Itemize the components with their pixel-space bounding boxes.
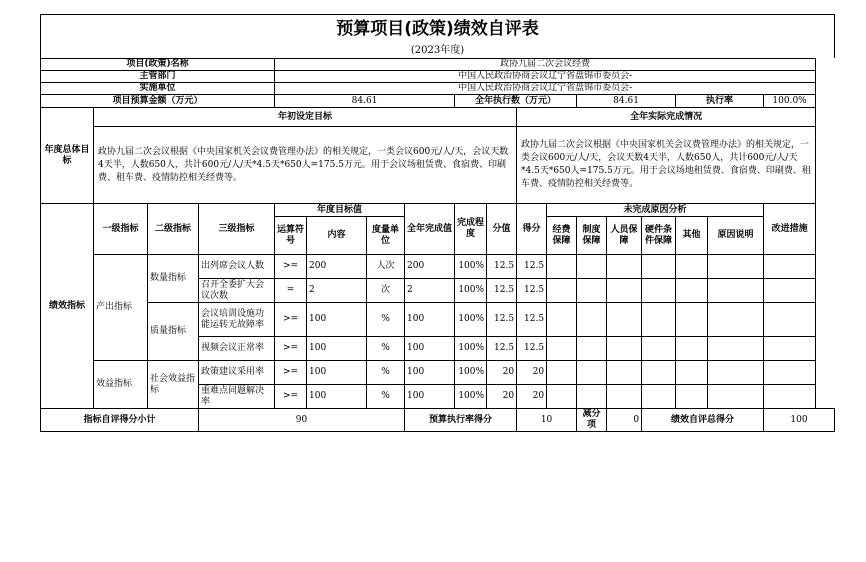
goal-set-text: 政协九届二次会议根据《中央国家机关会议费管理办法》的相关规定，一类会议600元/人/天，会议天数4天半，人数650人，共计600元/人/天*4.5天*650人=175.5万元。用于会议场租赁费、食宿费、印刷费、租车费、疫情防控相关经费等。	[94, 127, 517, 204]
content-cell: 100	[307, 385, 367, 409]
score-cell: 12.5	[487, 303, 517, 337]
budget-score-label: 预算执行率得分	[405, 409, 517, 432]
score-cell: 12.5	[487, 279, 517, 303]
total-label: 绩效自评总得分	[642, 409, 764, 432]
reason-cell	[676, 361, 708, 385]
year-label: (2023年度)	[40, 43, 835, 58]
hdr-l3: 三级指标	[199, 204, 275, 255]
exec-value: 84.61	[577, 95, 676, 108]
score-cell: 20	[487, 385, 517, 409]
hdr-r6: 原因说明	[708, 217, 764, 255]
hdr-l1: 一级指标	[94, 204, 148, 255]
deduct-label: 减分项	[577, 409, 607, 432]
l2-quality: 质量指标	[148, 303, 199, 361]
unit-cell: %	[367, 385, 405, 409]
hdr-content: 内容	[307, 217, 367, 255]
hdr-target-group: 年度目标值	[275, 204, 405, 217]
unit-cell: %	[367, 337, 405, 361]
measure-cell	[764, 279, 816, 303]
goal-actual-header: 全年实际完成情况	[517, 108, 816, 127]
hdr-l2: 二级指标	[148, 204, 199, 255]
budget-value: 84.61	[275, 95, 455, 108]
l2-social: 社会效益指标	[148, 361, 199, 409]
project-name-value: 政协九届二次会议经费	[275, 59, 816, 71]
full-cell: 100	[405, 303, 455, 337]
reason-cell	[577, 361, 607, 385]
content-cell: 100	[307, 337, 367, 361]
got-cell: 20	[517, 385, 547, 409]
hdr-score: 分值	[487, 204, 517, 255]
hdr-r5: 其他	[676, 217, 708, 255]
reason-cell	[577, 385, 607, 409]
goal-set-header: 年初设定目标	[94, 108, 517, 127]
unit-cell: %	[367, 303, 405, 337]
reason-cell	[642, 303, 676, 337]
full-cell: 100	[405, 385, 455, 409]
hdr-r1: 经费保障	[547, 217, 577, 255]
reason-cell	[708, 337, 764, 361]
hdr-got: 得分	[517, 204, 547, 255]
reason-cell	[577, 303, 607, 337]
reason-cell	[642, 255, 676, 279]
comp-cell: 100%	[455, 385, 487, 409]
l3-cell: 会议培训设施功能运转无故障率	[199, 303, 275, 337]
reason-cell	[676, 385, 708, 409]
measure-cell	[764, 385, 816, 409]
op-cell: >=	[275, 337, 307, 361]
reason-cell	[607, 361, 642, 385]
full-cell: 100	[405, 361, 455, 385]
reason-cell	[708, 303, 764, 337]
rate-label: 执行率	[676, 95, 764, 108]
exec-label: 全年执行数（万元）	[455, 95, 577, 108]
reason-cell	[708, 385, 764, 409]
reason-cell	[642, 385, 676, 409]
reason-cell	[642, 361, 676, 385]
score-cell: 12.5	[487, 255, 517, 279]
goal-section-label: 年度总体目标	[41, 108, 94, 204]
hdr-r4: 硬件条件保障	[642, 217, 676, 255]
rate-value: 100.0%	[764, 95, 816, 108]
measure-cell	[764, 303, 816, 337]
budget-score-value: 10	[517, 409, 577, 432]
op-cell: >=	[275, 303, 307, 337]
l3-cell: 出列席会议人数	[199, 255, 275, 279]
reason-cell	[676, 337, 708, 361]
comp-cell: 100%	[455, 361, 487, 385]
content-cell: 100	[307, 303, 367, 337]
unit-cell: 人次	[367, 255, 405, 279]
reason-cell	[642, 279, 676, 303]
reason-cell	[676, 279, 708, 303]
unit-cell: %	[367, 361, 405, 385]
comp-cell: 100%	[455, 279, 487, 303]
reason-cell	[547, 255, 577, 279]
got-cell: 12.5	[517, 337, 547, 361]
reason-cell	[607, 255, 642, 279]
goal-actual-text: 政协九届二次会议根据《中央国家机关会议费管理办法》的相关规定，一类会议600元/人/天，会议天数4天半，人数650人，共计600元/人/天*4.5天*650人=175.5万元。用于会议场地租赁费、食宿费、印刷费、租车费、疫情防控相关经费等。	[517, 127, 816, 204]
reason-cell	[547, 279, 577, 303]
evaluation-sheet	[40, 14, 835, 432]
reason-cell	[607, 279, 642, 303]
content-cell: 2	[307, 279, 367, 303]
op-cell: >=	[275, 361, 307, 385]
reason-cell	[547, 385, 577, 409]
reason-cell	[577, 255, 607, 279]
unit-cell: 次	[367, 279, 405, 303]
hdr-unit: 度量单位	[367, 217, 405, 255]
hdr-measure: 改进措施	[764, 204, 816, 255]
budget-label: 项目预算金额（万元）	[41, 95, 275, 108]
reason-cell	[577, 279, 607, 303]
subtotal-label: 指标自评得分小计	[41, 409, 199, 432]
hdr-completion: 完成程度	[455, 204, 487, 255]
comp-cell: 100%	[455, 337, 487, 361]
l3-cell: 召开全委扩大会议次数	[199, 279, 275, 303]
reason-cell	[708, 361, 764, 385]
perf-section-label: 绩效指标	[41, 204, 94, 409]
got-cell: 12.5	[517, 255, 547, 279]
op-cell: =	[275, 279, 307, 303]
impl-label: 实施单位	[41, 83, 275, 95]
l3-cell: 政策建议采用率	[199, 361, 275, 385]
l3-cell: 视频会议正常率	[199, 337, 275, 361]
l1-output: 产出指标	[94, 255, 148, 361]
page-title: 预算项目(政策)绩效自评表	[40, 14, 835, 43]
l3-cell: 重难点问题解决率	[199, 385, 275, 409]
comp-cell: 100%	[455, 255, 487, 279]
full-cell: 100	[405, 337, 455, 361]
reason-cell	[547, 361, 577, 385]
l2-quantity: 数量指标	[148, 255, 199, 303]
got-cell: 12.5	[517, 279, 547, 303]
reason-cell	[607, 385, 642, 409]
project-name-label: 项目(政策)名称	[41, 59, 275, 71]
hdr-r2: 制度保障	[577, 217, 607, 255]
full-cell: 2	[405, 279, 455, 303]
hdr-r3: 人员保障	[607, 217, 642, 255]
measure-cell	[764, 361, 816, 385]
hdr-op: 运算符号	[275, 217, 307, 255]
got-cell: 20	[517, 361, 547, 385]
l1-benefit: 效益指标	[94, 361, 148, 409]
subtotal-value: 90	[199, 409, 405, 432]
got-cell: 12.5	[517, 303, 547, 337]
measure-cell	[764, 255, 816, 279]
measure-cell	[764, 337, 816, 361]
reason-cell	[642, 337, 676, 361]
reason-cell	[708, 279, 764, 303]
content-cell: 100	[307, 361, 367, 385]
reason-cell	[708, 255, 764, 279]
evaluation-table	[40, 58, 835, 432]
op-cell: >=	[275, 255, 307, 279]
reason-cell	[676, 303, 708, 337]
score-cell: 20	[487, 361, 517, 385]
op-cell: >=	[275, 385, 307, 409]
deduct-value: 0	[607, 409, 642, 432]
total-value: 100	[764, 409, 835, 432]
full-cell: 200	[405, 255, 455, 279]
hdr-reason-group: 未完成原因分析	[547, 204, 764, 217]
comp-cell: 100%	[455, 303, 487, 337]
reason-cell	[547, 337, 577, 361]
reason-cell	[607, 303, 642, 337]
reason-cell	[676, 255, 708, 279]
dept-value: 中国人民政治协商会议辽宁省盘锦市委员会-	[275, 71, 816, 83]
reason-cell	[607, 337, 642, 361]
score-cell: 12.5	[487, 337, 517, 361]
reason-cell	[577, 337, 607, 361]
dept-label: 主管部门	[41, 71, 275, 83]
reason-cell	[547, 303, 577, 337]
impl-value: 中国人民政治协商会议辽宁省盘锦市委员会-	[275, 83, 816, 95]
hdr-full-year: 全年完成值	[405, 204, 455, 255]
content-cell: 200	[307, 255, 367, 279]
